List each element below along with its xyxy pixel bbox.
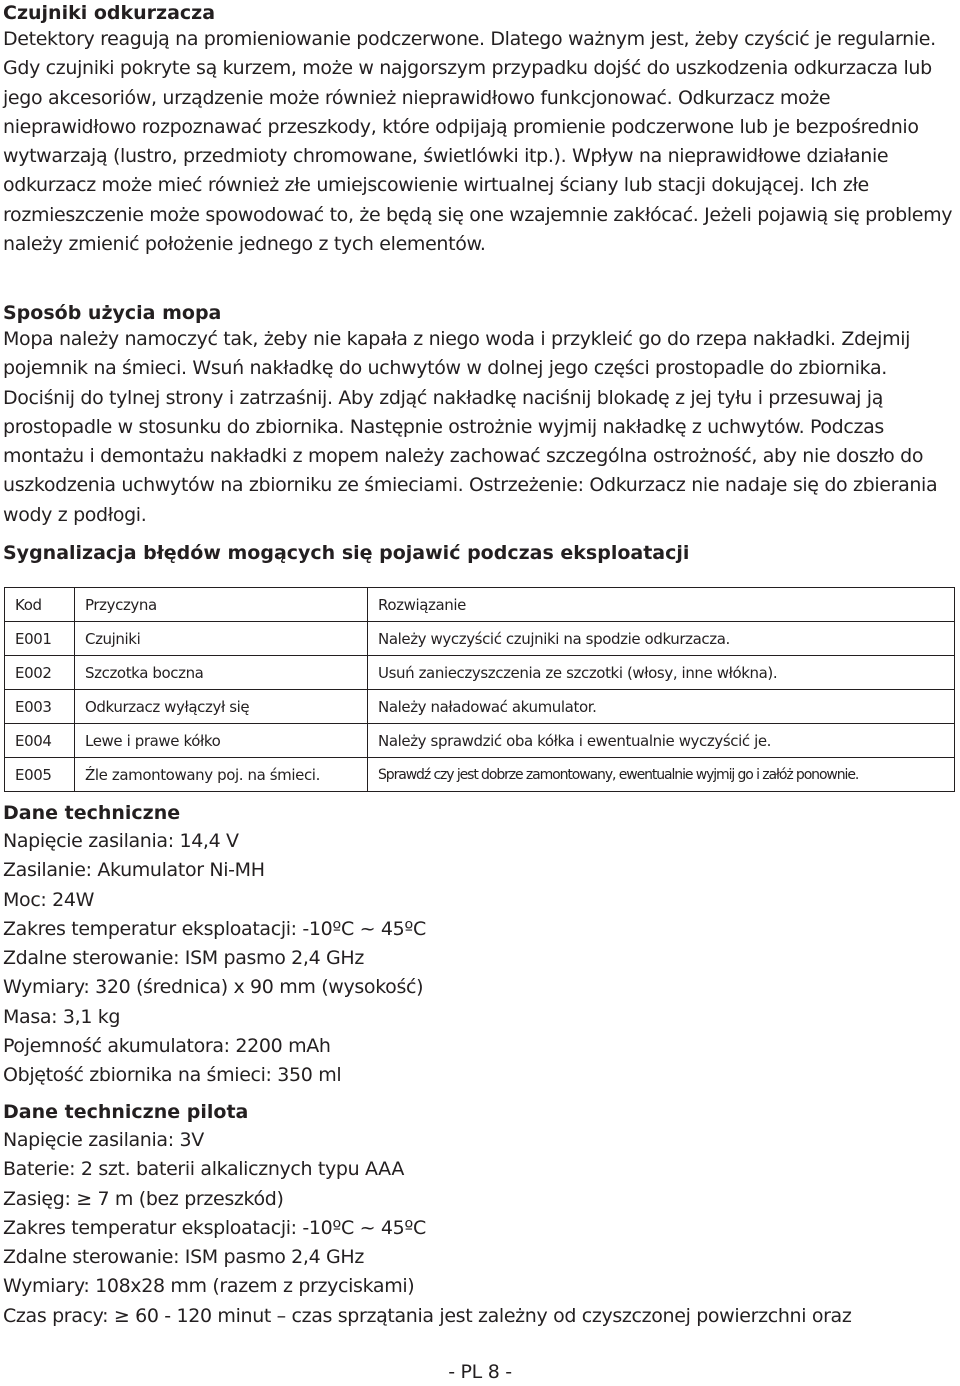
section-body-sensors: Detektory reagują na promieniowanie podczerwone. Dlatego ważnym jest, żeby czyścić je regularnie. Gdy czujniki pokryte są kurzem, może w najgorszym przypadku dojść do uszkodzenia odkurzacza lub jego akcesoriów, urządzenie może również nieprawidłowo funkcjonować. Odkurzacz może nieprawidłowo rozpoznawać przeszkody, które odpijają promienie podczerwone lub je bezpośrednio wytwarzają (lustro, przedmioty chromowane, świetlówki itp.). Wpływ na nieprawidłowe działanie odkurzacz może mieć również złe umiejscowienie wirtualnej ściany lub stacji dokującej. Ich złe rozmieszczenie może spowodować to, że będą się one wzajemnie zakłócać. Jeżeli pojawią się problemy należy zmienić położenie jednego z tych elementów. bbox=[3, 28, 953, 256]
section-title-sensors: Czujniki odkurzacza bbox=[3, 2, 216, 24]
cell-code: E005 bbox=[5, 758, 75, 792]
spec-line: Napięcie zasilania: 3V bbox=[3, 1129, 204, 1151]
table-row bbox=[5, 656, 955, 690]
section-body-mop: Mopa należy namoczyć tak, żeby nie kapała z niego woda i przykleić go do rzepa nakładki. Zdejmij pojemnik na śmieci. Wsuń nakładkę do uchwytów w dolnej jego części prostopadle do zbiornika. Dociśnij do tylnej strony i zatrzaśnij. Aby zdjąć nakładkę naciśnij blokadę z jej tyłu i przesuwaj ją prostopadle w stosunku do zbiornika. Następnie ostrożnie wyjmij nakładkę z uchwytów. Podczas montażu i demontażu nakładki z mopem należy zachować szczególna ostrożność, aby nie doszło do uszkodzenia uchwytów na zbiorniku ze śmieciami. Ostrzeżenie: Odkurzacz nie nadaje się do zbierania wody z podłogi. bbox=[3, 328, 938, 526]
spec-line: Wymiary: 320 (średnica) x 90 mm (wysokość) bbox=[3, 976, 424, 999]
header-cell-solution: Rozwiązanie bbox=[368, 588, 955, 622]
spec-line: Wymiary: 108x28 mm (razem z przyciskami) bbox=[3, 1275, 415, 1298]
cell-cause: Lewe i prawe kółko bbox=[75, 724, 368, 758]
header-cell-cause: Przyczyna bbox=[75, 588, 368, 622]
table-header-row bbox=[5, 588, 955, 622]
spec-line: Objętość zbiornika na śmieci: 350 ml bbox=[3, 1064, 342, 1087]
spec-line: Czas pracy: ≥ 60 - 120 minut – czas sprzątania jest zależny od czyszczonej powierzchni oraz bbox=[3, 1304, 852, 1327]
table-row bbox=[5, 724, 955, 758]
section-title-remote-specs: Dane techniczne pilota bbox=[3, 1101, 249, 1123]
cell-cause: Czujniki bbox=[75, 622, 368, 656]
cell-code: E001 bbox=[5, 622, 75, 656]
spec-line: Baterie: 2 szt. baterii alkalicznych typu AAA bbox=[3, 1158, 404, 1181]
spec-line: Zakres temperatur eksploatacji: -10ºC ~ 45ºC bbox=[3, 917, 426, 940]
spec-line: Zdalne sterowanie: ISM pasmo 2,4 GHz bbox=[3, 947, 364, 970]
spec-line: Pojemność akumulatora: 2200 mAh bbox=[3, 1035, 331, 1058]
cell-solution: Należy sprawdzić oba kółka i ewentualnie wyczyścić je. bbox=[368, 724, 955, 758]
error-codes-table bbox=[4, 587, 955, 792]
table-row bbox=[5, 758, 955, 792]
cell-cause: Odkurzacz wyłączył się bbox=[75, 690, 368, 724]
spec-line: Zakres temperatur eksploatacji: -10ºC ~ 45ºC bbox=[3, 1216, 426, 1239]
cell-cause: Szczotka boczna bbox=[75, 656, 368, 690]
section-title-errors: Sygnalizacja błędów mogących się pojawić podczas eksploatacji bbox=[3, 542, 690, 564]
remote-specs-list bbox=[3, 1126, 851, 1331]
spec-line: Zdalne sterowanie: ISM pasmo 2,4 GHz bbox=[3, 1246, 364, 1269]
cell-code: E003 bbox=[5, 690, 75, 724]
cell-solution: Usuń zanieczyszczenia ze szczotki (włosy, inne włókna). bbox=[368, 656, 955, 690]
spec-line: Napięcie zasilania: 14,4 V bbox=[3, 830, 239, 852]
table-row bbox=[5, 622, 955, 656]
page-number: - PL 8 - bbox=[448, 1361, 512, 1383]
section-title-specs: Dane techniczne bbox=[3, 802, 181, 824]
spec-line: Masa: 3,1 kg bbox=[3, 1005, 121, 1028]
section-title-mop: Sposób użycia mopa bbox=[3, 302, 222, 324]
spec-line: Zasięg: ≥ 7 m (bez przeszkód) bbox=[3, 1187, 284, 1210]
header-cell-code: Kod bbox=[5, 588, 75, 622]
cell-solution: Należy wyczyścić czujniki na spodzie odkurzacza. bbox=[368, 622, 955, 656]
specs-list bbox=[3, 827, 426, 1091]
spec-line: Zasilanie: Akumulator Ni-MH bbox=[3, 859, 265, 882]
cell-solution: Sprawdź czy jest dobrze zamontowany, ewentualnie wyjmij go i załóż ponownie. bbox=[368, 758, 955, 792]
table-row bbox=[5, 690, 955, 724]
cell-cause: Źle zamontowany poj. na śmieci. bbox=[75, 758, 368, 792]
cell-code: E002 bbox=[5, 656, 75, 690]
cell-solution: Należy naładować akumulator. bbox=[368, 690, 955, 724]
spec-line: Moc: 24W bbox=[3, 888, 95, 911]
cell-code: E004 bbox=[5, 724, 75, 758]
